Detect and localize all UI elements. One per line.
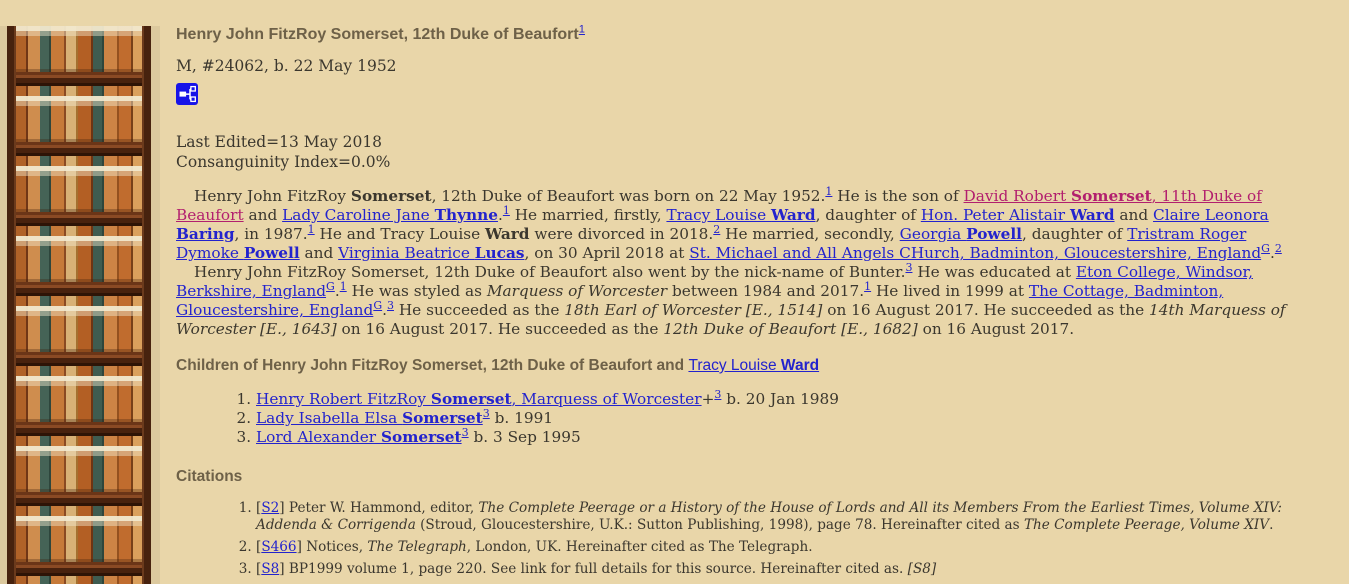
footnote-link[interactable]: 1 <box>864 279 872 293</box>
text-segment: . <box>334 282 340 300</box>
inline-link[interactable]: Somerset <box>430 390 512 408</box>
footnote-link[interactable]: 3 <box>386 298 394 312</box>
citation-item <box>256 500 1309 534</box>
inline-link[interactable]: Ward <box>1070 206 1115 224</box>
children-heading <box>176 357 1309 375</box>
inline-link[interactable]: S466 <box>261 538 297 555</box>
family-tree-icon <box>176 83 198 105</box>
page <box>0 23 1349 584</box>
text-segment: Somerset <box>350 187 432 205</box>
inline-link[interactable]: Lucas <box>474 244 525 262</box>
inline-link[interactable]: Baring <box>176 225 235 243</box>
inline-link[interactable]: Tracy Louise <box>666 206 772 224</box>
footnote-link[interactable]: 2 <box>1274 241 1282 255</box>
footnote-link[interactable]: 1 <box>578 23 585 36</box>
child-item <box>256 387 1309 409</box>
text-segment: . <box>382 301 387 319</box>
inline-link[interactable]: Tristram Roger Dymoke <box>176 225 1247 262</box>
family-tree-button[interactable] <box>176 83 198 105</box>
footnote-link[interactable]: 2 <box>713 222 721 236</box>
last-edited-line: Last Edited=13 May 2018 <box>176 133 383 151</box>
bookshelf-sidebar <box>0 26 160 584</box>
text-segment: ] Notices, <box>296 538 368 555</box>
footnote-link[interactable]: 3 <box>714 387 722 401</box>
vitals-line: M, #24062, b. 22 May 1952 <box>176 57 397 75</box>
inline-link[interactable]: Lady Isabella Elsa <box>256 409 403 427</box>
inline-link[interactable]: St. Michael and All Angels CHurch, Badminton, Gloucestershire, England <box>689 244 1262 262</box>
text-segment: [ <box>256 560 262 577</box>
inline-link[interactable]: Somerset <box>1071 187 1152 205</box>
inline-link[interactable]: Lord Alexander <box>256 428 381 446</box>
text-segment: Ward <box>484 225 530 243</box>
text-segment: The Complete Peerage, Volume XIV <box>1023 516 1270 533</box>
text-segment: . <box>1269 516 1274 533</box>
footnote-link[interactable]: 1 <box>339 279 347 293</box>
text-segment: [ <box>256 500 262 516</box>
inline-link[interactable]: Somerset <box>402 409 483 427</box>
text-segment: He was styled as <box>346 282 487 300</box>
text-segment: He and Tracy Louise <box>314 225 485 243</box>
footnote-link[interactable]: 3 <box>461 425 469 439</box>
text-segment: , in 1987. <box>234 225 308 243</box>
footnote-link[interactable]: 3 <box>482 406 490 420</box>
text-segment: ] BP1999 volume 1, page 220. See link for full details for this source. Hereinafter cited as. <box>279 560 908 577</box>
text-segment: were divorced in 2018. <box>529 225 714 243</box>
inline-link[interactable]: Henry Robert FitzRoy <box>256 390 431 408</box>
citations-heading: Citations <box>176 468 243 485</box>
inline-link[interactable]: The Cottage, Badminton, Gloucestershire, England <box>176 282 1224 319</box>
text-segment: . <box>497 206 503 224</box>
text-segment: b. 20 Jan 1989 <box>721 390 839 408</box>
inline-link[interactable]: David Robert <box>963 187 1072 205</box>
inline-link[interactable]: , Marquess of Worcester <box>511 390 702 408</box>
footnote-link[interactable]: 1 <box>825 184 833 198</box>
inline-link[interactable]: Ward <box>771 206 816 224</box>
citation-item <box>256 539 1309 556</box>
text-segment: He was educated at <box>912 263 1076 281</box>
text-segment: on 16 August 2017. He succeeded as the <box>822 301 1150 319</box>
text-segment: + <box>701 390 715 408</box>
citation-item <box>256 561 1309 578</box>
inline-link[interactable]: S2 <box>261 500 280 516</box>
text-segment: b. 1991 <box>489 409 554 427</box>
meta-block <box>176 132 1309 172</box>
text-segment: The Telegraph <box>367 538 467 555</box>
biography-paragraph-2 <box>176 260 1309 339</box>
footnote-link[interactable]: G <box>326 279 335 293</box>
text-segment: [ <box>256 538 262 555</box>
child-item <box>256 406 1309 428</box>
footnote-link[interactable]: 3 <box>905 260 913 274</box>
footnote-link[interactable]: G <box>373 298 383 312</box>
inline-link[interactable]: Powell <box>243 244 300 262</box>
inline-link[interactable]: Lady Caroline Jane <box>282 206 435 224</box>
text-segment: Henry John FitzRoy Somerset, 12th Duke of Beaufort <box>176 26 579 43</box>
footnote-link[interactable]: 1 <box>502 203 510 217</box>
text-segment: , 12th Duke of Beaufort was born on 22 May 1952. <box>431 187 826 205</box>
text-segment: He married, firstly, <box>509 206 667 224</box>
child-item <box>256 425 1309 447</box>
inline-link[interactable]: Eton College, Windsor, Berkshire, England <box>176 263 1253 300</box>
citations-list <box>176 500 1309 577</box>
text-segment: and <box>1114 206 1154 224</box>
inline-link[interactable]: Ward <box>780 357 820 374</box>
inline-link[interactable]: , 11th Duke of Beaufort <box>176 187 1262 224</box>
inline-link[interactable]: Tracy Louise <box>688 357 781 374</box>
text-segment: , London, UK. Hereinafter cited as The Telegraph. <box>466 538 813 555</box>
inline-link[interactable]: Georgia <box>899 225 967 243</box>
text-segment: . <box>1269 244 1275 262</box>
text-segment: 18th Earl of Worcester [E., 1514] <box>564 301 823 319</box>
text-segment: , daughter of <box>815 206 921 224</box>
text-segment: and <box>243 206 283 224</box>
inline-link[interactable]: Thynne <box>434 206 498 224</box>
inline-link[interactable]: Claire Leonora <box>1153 206 1269 224</box>
text-segment: , daughter of <box>1021 225 1128 243</box>
inline-link[interactable]: Powell <box>966 225 1022 243</box>
text-segment: , on 30 April 2018 at <box>524 244 690 262</box>
inline-link[interactable]: Hon. Peter Alistair <box>920 206 1070 224</box>
inline-link[interactable]: Somerset <box>380 428 462 446</box>
text-segment: between 1984 and 2017. <box>667 282 865 300</box>
text-segment: He is the son of <box>832 187 964 205</box>
inline-link[interactable]: Virginia Beatrice <box>338 244 475 262</box>
text-segment: on 16 August 2017. <box>917 320 1075 338</box>
text-segment: [S8] <box>907 560 937 577</box>
text-segment: Henry John FitzRoy Somerset, 12th Duke of Beaufort also went by the nick-name of Bunter. <box>194 263 906 281</box>
biography-paragraph-1 <box>176 184 1309 263</box>
text-segment: He married, secondly, <box>720 225 900 243</box>
footnote-link[interactable]: 1 <box>307 222 315 236</box>
text-segment: and <box>299 244 339 262</box>
text-segment: ] Peter W. Hammond, editor, <box>279 500 479 516</box>
text-segment: on 16 August 2017. He succeeded as the <box>336 320 664 338</box>
text-segment: He lived in 1999 at <box>871 282 1029 300</box>
text-segment: He succeeded as the <box>393 301 565 319</box>
text-segment: (Stroud, Gloucestershire, U.K.: Sutton Publishing, 1998), page 78. Hereinafter cited as <box>415 516 1024 533</box>
bookshelf-texture <box>7 26 151 584</box>
children-list <box>176 387 1309 447</box>
text-segment: Henry John FitzRoy <box>194 187 351 205</box>
text-segment: Marquess of Worcester <box>486 282 668 300</box>
footnote-link[interactable]: G <box>1261 241 1270 255</box>
text-segment: 12th Duke of Beaufort [E., 1682] <box>663 320 918 338</box>
main-content <box>176 23 1349 577</box>
text-segment: Children of Henry John FitzRoy Somerset, 12th Duke of Beaufort and <box>176 357 689 374</box>
text-segment: The Complete Peerage or a History of the House of Lords and All its Members From the Earliest Times, Volume XIV: Addenda & Corrigenda <box>256 500 1282 533</box>
inline-link[interactable]: S8 <box>261 560 280 577</box>
page-title <box>176 23 1309 44</box>
text-segment: b. 3 Sep 1995 <box>468 428 581 446</box>
consanguinity-line: Consanguinity Index=0.0% <box>176 153 391 171</box>
text-segment: 14th Marquess of Worcester [E., 1643] <box>176 301 1286 338</box>
